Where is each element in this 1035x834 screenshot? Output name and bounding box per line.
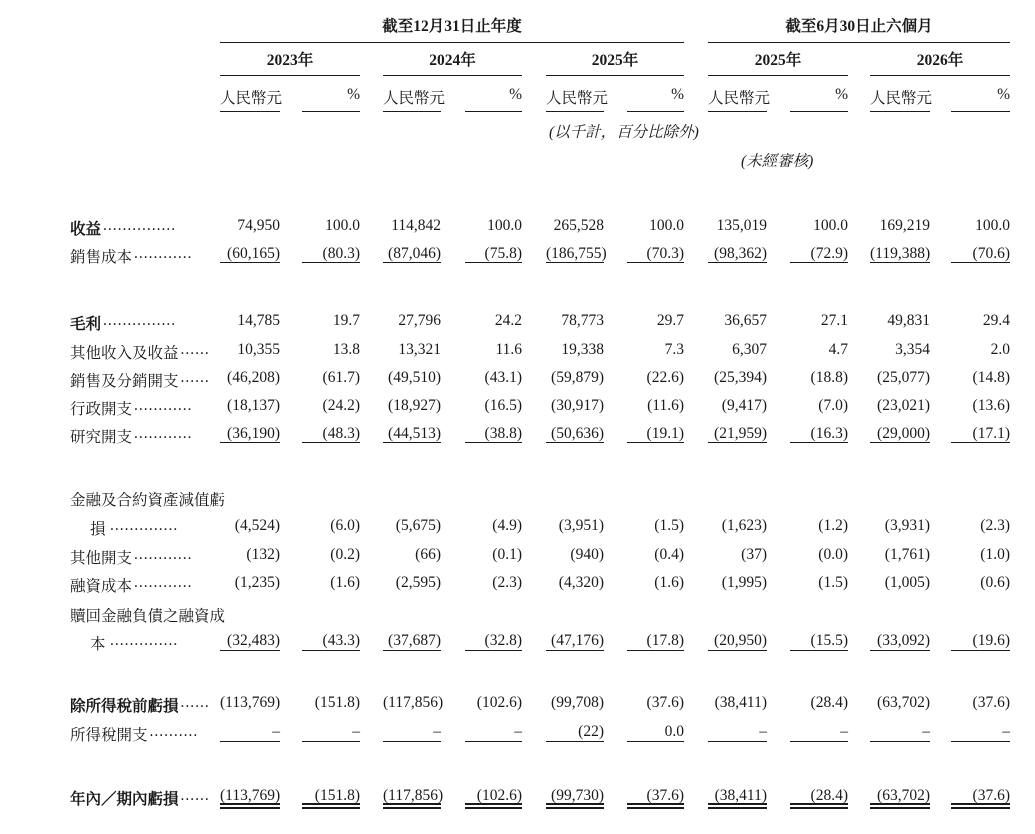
cell-percent: (151.8) bbox=[314, 694, 360, 711]
cell-amount: – bbox=[922, 723, 930, 740]
cell-amount: (1,623) bbox=[721, 517, 767, 534]
cell-percent: – bbox=[840, 723, 848, 740]
cell-amount: (36,190) bbox=[227, 425, 280, 442]
subtotal-rule bbox=[383, 741, 441, 742]
total-double-rule bbox=[951, 803, 1010, 809]
unit-rule bbox=[465, 111, 522, 112]
cell-percent: (38.8) bbox=[484, 425, 522, 442]
cell-percent: (22.6) bbox=[646, 369, 684, 386]
year-rule bbox=[546, 75, 684, 76]
period-group-rule bbox=[708, 42, 1010, 43]
cell-amount: (38,411) bbox=[714, 787, 767, 804]
cell-amount: (99,730) bbox=[551, 787, 604, 804]
cell-percent: 7.3 bbox=[664, 341, 684, 358]
unit-rule bbox=[383, 111, 441, 112]
cell-percent: (75.8) bbox=[484, 245, 522, 262]
row-leader-dots: ...... bbox=[180, 341, 210, 358]
row-leader-dots: ............ bbox=[134, 397, 193, 414]
subtotal-rule bbox=[383, 442, 441, 443]
cell-amount: 19,338 bbox=[561, 341, 604, 358]
subtotal-rule bbox=[302, 650, 360, 651]
cell-percent: (32.8) bbox=[484, 632, 522, 649]
cell-percent: (2.3) bbox=[980, 517, 1010, 534]
total-double-rule bbox=[708, 803, 767, 809]
subtotal-rule bbox=[220, 262, 280, 263]
subtotal-rule bbox=[870, 741, 930, 742]
year-header: 2024年 bbox=[429, 52, 476, 69]
cell-amount: (3,931) bbox=[884, 517, 930, 534]
row-label: 贖回金融負債之融資成 bbox=[70, 608, 226, 625]
cell-amount: (63,702) bbox=[877, 787, 930, 804]
year-rule bbox=[708, 75, 848, 76]
subtotal-rule bbox=[627, 650, 684, 651]
cell-percent: (28.4) bbox=[810, 694, 848, 711]
row-label: 其他收入及收益 bbox=[70, 345, 179, 362]
cell-amount: (4,524) bbox=[234, 517, 280, 534]
cell-percent: (13.6) bbox=[972, 397, 1010, 414]
cell-amount: (49,510) bbox=[388, 369, 441, 386]
row-leader-dots: ............... bbox=[103, 217, 177, 234]
cell-amount: (50,636) bbox=[551, 425, 604, 442]
row-leader-dots: .............. bbox=[110, 632, 179, 649]
cell-amount: (63,702) bbox=[877, 694, 930, 711]
cell-percent: 19.7 bbox=[332, 312, 360, 329]
subtotal-rule bbox=[546, 741, 604, 742]
year-header: 2025年 bbox=[591, 52, 639, 69]
subtotal-rule bbox=[708, 442, 767, 443]
period-group-rule bbox=[220, 42, 684, 43]
cell-amount: (37,687) bbox=[388, 632, 441, 649]
cell-amount: (22) bbox=[578, 723, 604, 740]
cell-percent: (37.6) bbox=[646, 694, 684, 711]
unit-rule bbox=[790, 111, 848, 112]
note-thousands: (以千計，百分比除外) bbox=[549, 124, 699, 141]
cell-amount: (132) bbox=[246, 546, 280, 563]
cell-percent: 29.7 bbox=[656, 312, 684, 329]
cell-percent: 11.6 bbox=[495, 341, 522, 358]
cell-percent: (1.5) bbox=[654, 517, 684, 534]
row-leader-dots: ............ bbox=[134, 574, 193, 591]
subtotal-rule bbox=[870, 442, 930, 443]
cell-percent: (4.9) bbox=[492, 517, 522, 534]
unit-rule bbox=[546, 111, 604, 112]
cell-percent: (43.3) bbox=[322, 632, 360, 649]
cell-amount: (87,046) bbox=[388, 245, 441, 262]
cell-amount: (113,769) bbox=[220, 694, 281, 711]
row-leader-dots: ............ bbox=[134, 546, 193, 563]
cell-amount: (66) bbox=[415, 546, 441, 563]
total-double-rule bbox=[870, 803, 930, 809]
subtotal-rule bbox=[708, 741, 767, 742]
cell-percent: – bbox=[514, 723, 522, 740]
cell-percent: (2.3) bbox=[492, 574, 522, 591]
total-double-rule bbox=[383, 803, 441, 809]
cell-amount: (5,675) bbox=[395, 517, 441, 534]
cell-percent: (28.4) bbox=[810, 787, 848, 804]
cell-amount: 78,773 bbox=[561, 312, 604, 329]
cell-percent: (19.1) bbox=[646, 425, 684, 442]
subtotal-rule bbox=[790, 442, 848, 443]
subtotal-rule bbox=[465, 741, 522, 742]
subtotal-rule bbox=[465, 262, 522, 263]
cell-amount: (44,513) bbox=[388, 425, 441, 442]
cell-percent: (1.6) bbox=[330, 574, 360, 591]
row-leader-dots: ...... bbox=[180, 694, 210, 711]
cell-amount: (98,362) bbox=[714, 245, 767, 262]
row-leader-dots: .............. bbox=[110, 517, 179, 534]
cell-percent: (0.1) bbox=[492, 546, 522, 563]
subtotal-rule bbox=[546, 442, 604, 443]
subtotal-rule bbox=[951, 650, 1010, 651]
cell-amount: (113,769) bbox=[220, 787, 281, 804]
cell-percent: (18.8) bbox=[810, 369, 848, 386]
subtotal-rule bbox=[220, 650, 280, 651]
cell-amount: (60,165) bbox=[227, 245, 280, 262]
cell-percent: (70.6) bbox=[972, 245, 1010, 262]
cell-percent: (17.8) bbox=[646, 632, 684, 649]
row-leader-dots: ............ bbox=[134, 425, 193, 442]
row-leader-dots: ...... bbox=[180, 369, 210, 386]
cell-amount: (4,320) bbox=[558, 574, 604, 591]
subtotal-rule bbox=[220, 442, 280, 443]
cell-percent: (24.2) bbox=[322, 397, 360, 414]
cell-percent: (17.1) bbox=[972, 425, 1010, 442]
cell-amount: (25,077) bbox=[877, 369, 930, 386]
unit-percent: % bbox=[997, 86, 1010, 103]
period-group-title: 截至12月31日止年度 bbox=[382, 18, 522, 35]
unit-rule bbox=[870, 111, 930, 112]
row-label: 收益 bbox=[70, 221, 102, 238]
unit-percent: % bbox=[347, 86, 360, 103]
cell-amount: (25,394) bbox=[714, 369, 767, 386]
cell-percent: 13.8 bbox=[332, 341, 360, 358]
cell-amount: (1,995) bbox=[721, 574, 767, 591]
row-leader-dots: ............ bbox=[134, 245, 193, 262]
cell-percent: (61.7) bbox=[322, 369, 360, 386]
cell-amount: 27,796 bbox=[398, 312, 441, 329]
cell-amount: (117,856) bbox=[383, 787, 444, 804]
cell-percent: (1.0) bbox=[980, 546, 1010, 563]
year-rule bbox=[220, 75, 360, 76]
cell-percent: 100.0 bbox=[487, 217, 522, 234]
cell-percent: (14.8) bbox=[972, 369, 1010, 386]
subtotal-rule bbox=[708, 650, 767, 651]
cell-percent: (151.8) bbox=[314, 787, 360, 804]
unit-rule bbox=[302, 111, 360, 112]
cell-amount: (1,005) bbox=[884, 574, 930, 591]
subtotal-rule bbox=[383, 650, 441, 651]
cell-amount: 10,355 bbox=[237, 341, 280, 358]
cell-percent: (43.1) bbox=[484, 369, 522, 386]
unit-percent: % bbox=[671, 86, 684, 103]
note-unaudited: (未經審核) bbox=[741, 153, 814, 170]
row-label: 融資成本 bbox=[70, 578, 133, 595]
cell-percent: (11.6) bbox=[647, 397, 684, 414]
subtotal-rule bbox=[870, 262, 930, 263]
cell-percent: 100.0 bbox=[975, 217, 1010, 234]
cell-amount: (119,388) bbox=[870, 245, 931, 262]
cell-percent: (70.3) bbox=[646, 245, 684, 262]
row-label: 除所得稅前虧損 bbox=[70, 698, 179, 715]
row-leader-dots: .......... bbox=[149, 723, 199, 740]
cell-amount: (37) bbox=[741, 546, 767, 563]
total-double-rule bbox=[302, 803, 360, 809]
cell-percent: 4.7 bbox=[828, 341, 848, 358]
row-label: 年內／期內虧損 bbox=[70, 791, 179, 808]
cell-percent: 2.0 bbox=[990, 341, 1010, 358]
unit-rmb: 人民幣元 bbox=[870, 90, 933, 107]
subtotal-rule bbox=[627, 741, 684, 742]
subtotal-rule bbox=[870, 650, 930, 651]
year-header: 2026年 bbox=[916, 52, 964, 69]
cell-amount: (99,708) bbox=[551, 694, 604, 711]
unit-percent: % bbox=[835, 86, 848, 103]
cell-amount: – bbox=[759, 723, 767, 740]
row-label: 其他開支 bbox=[70, 550, 133, 567]
cell-amount: 14,785 bbox=[237, 312, 280, 329]
cell-percent: (37.6) bbox=[646, 787, 684, 804]
row-label: 研究開支 bbox=[70, 429, 133, 446]
cell-percent: 100.0 bbox=[325, 217, 360, 234]
subtotal-rule bbox=[790, 741, 848, 742]
total-double-rule bbox=[790, 803, 848, 809]
year-rule bbox=[383, 75, 522, 76]
subtotal-rule bbox=[627, 262, 684, 263]
subtotal-rule bbox=[383, 262, 441, 263]
cell-amount: (38,411) bbox=[714, 694, 767, 711]
cell-percent: 0.0 bbox=[664, 723, 684, 740]
unit-rmb: 人民幣元 bbox=[220, 90, 283, 107]
cell-amount: (33,092) bbox=[877, 632, 930, 649]
cell-percent: (16.5) bbox=[484, 397, 522, 414]
subtotal-rule bbox=[302, 442, 360, 443]
cell-percent: (19.6) bbox=[972, 632, 1010, 649]
year-header: 2025年 bbox=[754, 52, 802, 69]
subtotal-rule bbox=[546, 262, 604, 263]
cell-amount: (9,417) bbox=[721, 397, 767, 414]
subtotal-rule bbox=[708, 262, 767, 263]
cell-percent: (1.5) bbox=[818, 574, 848, 591]
subtotal-rule bbox=[951, 262, 1010, 263]
cell-amount: (23,021) bbox=[877, 397, 930, 414]
subtotal-rule bbox=[220, 741, 280, 742]
cell-amount: 36,657 bbox=[724, 312, 767, 329]
cell-percent: (15.5) bbox=[810, 632, 848, 649]
row-label: 金融及合約資產減值虧 bbox=[70, 492, 226, 509]
unit-rule bbox=[708, 111, 767, 112]
total-double-rule bbox=[627, 803, 684, 809]
cell-amount: (18,927) bbox=[388, 397, 441, 414]
row-label: 所得稅開支 bbox=[70, 727, 148, 744]
cell-percent: (0.4) bbox=[654, 546, 684, 563]
cell-percent: (16.3) bbox=[810, 425, 848, 442]
row-label: 毛利 bbox=[70, 316, 102, 333]
cell-amount: (3,951) bbox=[558, 517, 604, 534]
cell-amount: 13,321 bbox=[398, 341, 441, 358]
unit-percent: % bbox=[509, 86, 522, 103]
cell-percent: (102.6) bbox=[476, 694, 522, 711]
cell-percent: (0.0) bbox=[818, 546, 848, 563]
cell-amount: (47,176) bbox=[551, 632, 604, 649]
cell-percent: (72.9) bbox=[810, 245, 848, 262]
cell-amount: 169,219 bbox=[879, 217, 930, 234]
cell-amount: – bbox=[272, 723, 280, 740]
cell-percent: 29.4 bbox=[982, 312, 1010, 329]
cell-percent: 27.1 bbox=[820, 312, 848, 329]
cell-amount: (59,879) bbox=[551, 369, 604, 386]
cell-amount: (940) bbox=[570, 546, 604, 563]
cell-amount: (46,208) bbox=[227, 369, 280, 386]
subtotal-rule bbox=[546, 650, 604, 651]
cell-amount: (117,856) bbox=[383, 694, 444, 711]
cell-amount: (29,000) bbox=[877, 425, 930, 442]
cell-amount: (186,755) bbox=[546, 245, 607, 262]
cell-percent: (37.6) bbox=[972, 787, 1010, 804]
subtotal-rule bbox=[951, 741, 1010, 742]
row-leader-dots: ...... bbox=[180, 787, 210, 804]
total-double-rule bbox=[546, 803, 604, 809]
cell-percent: (48.3) bbox=[322, 425, 360, 442]
cell-percent: – bbox=[352, 723, 360, 740]
subtotal-rule bbox=[951, 442, 1010, 443]
cell-percent: (102.6) bbox=[476, 787, 522, 804]
cell-percent: 100.0 bbox=[649, 217, 684, 234]
cell-percent: (6.0) bbox=[330, 517, 360, 534]
row-label-continued: 本 bbox=[90, 636, 106, 653]
unit-rmb: 人民幣元 bbox=[383, 90, 446, 107]
subtotal-rule bbox=[465, 442, 522, 443]
cell-percent: (0.2) bbox=[330, 546, 360, 563]
cell-amount: 3,354 bbox=[895, 341, 930, 358]
subtotal-rule bbox=[790, 262, 848, 263]
cell-amount: – bbox=[433, 723, 441, 740]
period-group-title: 截至6月30日止六個月 bbox=[785, 18, 933, 35]
cell-amount: (21,959) bbox=[714, 425, 767, 442]
cell-amount: (18,137) bbox=[227, 397, 280, 414]
cell-percent: (7.0) bbox=[818, 397, 848, 414]
unit-rmb: 人民幣元 bbox=[546, 90, 609, 107]
cell-percent: 100.0 bbox=[813, 217, 848, 234]
year-rule bbox=[870, 75, 1010, 76]
cell-percent: 24.2 bbox=[494, 312, 522, 329]
subtotal-rule bbox=[465, 650, 522, 651]
year-header: 2023年 bbox=[266, 52, 314, 69]
cell-amount: (1,761) bbox=[884, 546, 930, 563]
row-label: 銷售及分銷開支 bbox=[70, 373, 179, 390]
unit-rule bbox=[951, 111, 1010, 112]
cell-amount: 114,842 bbox=[391, 217, 441, 234]
row-label-continued: 損 bbox=[90, 521, 106, 538]
cell-amount: 265,528 bbox=[553, 217, 604, 234]
subtotal-rule bbox=[302, 741, 360, 742]
cell-amount: (30,917) bbox=[551, 397, 604, 414]
cell-percent: (80.3) bbox=[322, 245, 360, 262]
cell-amount: 49,831 bbox=[887, 312, 930, 329]
cell-amount: (20,950) bbox=[714, 632, 767, 649]
cell-amount: 74,950 bbox=[237, 217, 280, 234]
total-double-rule bbox=[465, 803, 522, 809]
row-label: 行政開支 bbox=[70, 401, 133, 418]
unit-rule bbox=[627, 111, 684, 112]
subtotal-rule bbox=[627, 442, 684, 443]
unit-rule bbox=[220, 111, 280, 112]
total-double-rule bbox=[220, 803, 280, 809]
row-leader-dots: ............... bbox=[103, 312, 177, 329]
cell-amount: (32,483) bbox=[227, 632, 280, 649]
cell-percent: (1.2) bbox=[818, 517, 848, 534]
row-label: 銷售成本 bbox=[70, 249, 133, 266]
cell-percent: (1.6) bbox=[654, 574, 684, 591]
subtotal-rule bbox=[790, 650, 848, 651]
cell-amount: 135,019 bbox=[716, 217, 767, 234]
cell-amount: (1,235) bbox=[234, 574, 280, 591]
cell-amount: 6,307 bbox=[732, 341, 767, 358]
subtotal-rule bbox=[302, 262, 360, 263]
cell-amount: (2,595) bbox=[395, 574, 441, 591]
cell-percent: (37.6) bbox=[972, 694, 1010, 711]
cell-percent: (0.6) bbox=[980, 574, 1010, 591]
unit-rmb: 人民幣元 bbox=[708, 90, 771, 107]
cell-percent: – bbox=[1002, 723, 1010, 740]
